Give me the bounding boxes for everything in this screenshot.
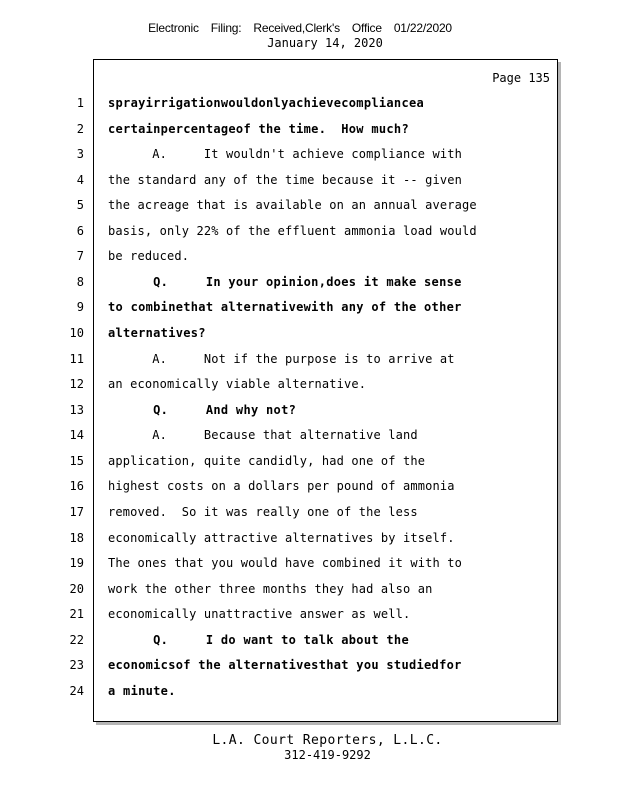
transcript-line: A. It wouldn't achieve compliance with [108, 147, 462, 161]
transcript-line: the acreage that is available on an annual average [108, 198, 477, 212]
transcript-line: removed. So it was really one of the less [108, 505, 418, 519]
transcript-line: A. Because that alternative land [108, 428, 418, 442]
line-number: 9 [76, 300, 84, 314]
transcript-line: economically unattractive answer as well. [108, 607, 411, 621]
line-number: 1 [76, 96, 84, 110]
line-number: 2 [76, 122, 84, 136]
filing-word-4: Office [351, 21, 382, 35]
filing-word-1: Electronic [148, 21, 199, 35]
transcript-line: basis, only 22% of the effluent ammonia load would [108, 224, 477, 238]
line-number: 23 [69, 658, 84, 672]
filing-word-2: Filing: [210, 21, 242, 35]
line-number: 20 [69, 582, 84, 596]
filing-stamp [0, 21, 600, 35]
line-number: 21 [69, 607, 84, 621]
transcript-line: The ones that you would have combined it with to [108, 556, 462, 570]
line-number: 11 [69, 352, 84, 366]
line-number: 22 [69, 633, 84, 647]
line-number: 14 [69, 428, 84, 442]
transcript-line: A. Not if the purpose is to arrive at [108, 352, 455, 366]
line-number: 5 [76, 198, 84, 212]
transcript-line: to combinethat alternativewith any of the other [108, 300, 462, 314]
line-number: 24 [69, 684, 84, 698]
page-label: Page 135 [492, 71, 550, 85]
transcript-line: Q. And why not? [108, 403, 297, 417]
transcript-line: work the other three months they had also an [108, 582, 433, 596]
transcript-line: application, quite candidly, had one of the [108, 454, 426, 468]
line-number: 8 [76, 275, 84, 289]
reporter-company: L.A. Court Reporters, L.L.C. [212, 733, 443, 748]
transcript-line: be reduced. [108, 249, 190, 263]
transcript-line: the standard any of the time because it -- given [108, 173, 462, 187]
transcript-line: economically attractive alternatives by itself. [108, 531, 455, 545]
line-number: 3 [76, 147, 84, 161]
transcript-line: Q. In your opinion,does it make sense [108, 275, 462, 289]
filing-date: 01/22/2020 [393, 21, 452, 35]
transcript-date: January 14, 2020 [267, 36, 383, 50]
line-number: 7 [76, 249, 84, 263]
transcript-line: economicsof the alternativesthat you studiedfor [108, 658, 462, 672]
transcript-line: alternatives? [108, 326, 206, 340]
transcript-line: a minute. [108, 684, 176, 698]
line-number: 4 [76, 173, 84, 187]
line-number: 10 [69, 326, 84, 340]
filing-word-3: Received,Clerk's [253, 21, 340, 35]
transcript-line: an economically viable alternative. [108, 377, 367, 391]
line-number: 6 [76, 224, 84, 238]
transcript-line: Q. I do want to talk about the [108, 633, 409, 647]
line-number: 13 [69, 403, 84, 417]
transcript-line: highest costs on a dollars per pound of ammonia [108, 479, 455, 493]
reporter-phone: 312-419-9292 [284, 748, 371, 762]
line-number: 12 [69, 377, 84, 391]
line-number: 19 [69, 556, 84, 570]
line-number: 15 [69, 454, 84, 468]
transcript-line: certainpercentageof the time. How much? [108, 122, 409, 136]
line-number: 17 [69, 505, 84, 519]
line-number: 16 [69, 479, 84, 493]
line-number: 18 [69, 531, 84, 545]
transcript-line: sprayirrigationwouldonlyachievecompliancea [108, 96, 425, 110]
